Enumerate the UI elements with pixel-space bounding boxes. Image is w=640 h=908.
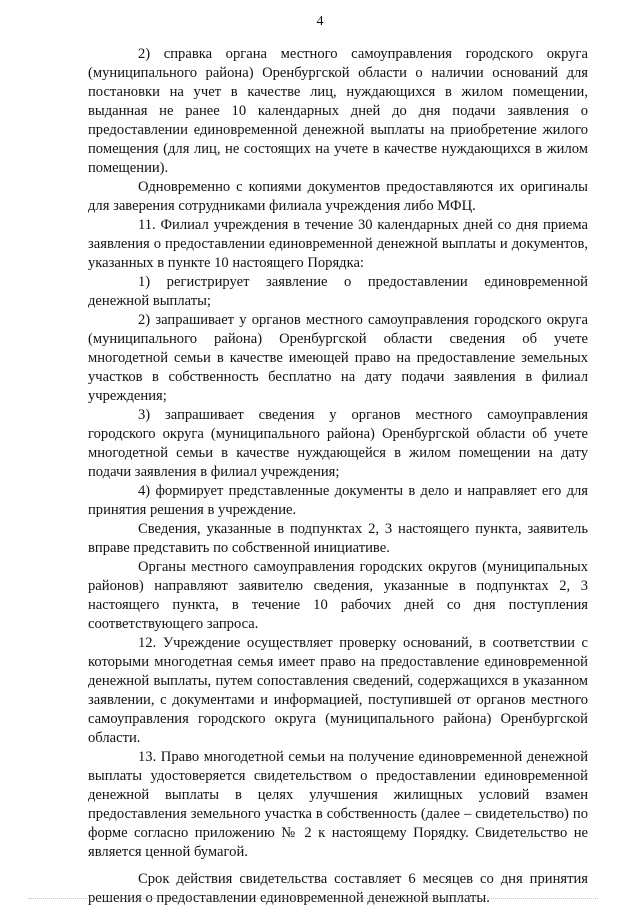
paragraph-item-11-3: 3) запрашивает сведения у органов местного самоуправления городского округа (муниципального района) Оренбургской области об учете многодетной семьи в качестве нуждающейся в жилом помещении на дату подачи заявления в филиал учреждения; xyxy=(88,407,588,480)
paragraph-item-13: 13. Право многодетной семьи на получение единовременной денежной выплаты удостоверяется свидетельством о предоставлении единовременной денежной выплаты в целях улучшения жилищных условий взамен предоставления земельного участка в собственность (далее – свидетельство) по форме согласно приложению № 2 к настоящему Порядку. Свидетельство не является ценной бумагой. xyxy=(88,749,588,860)
scan-artifact-line xyxy=(28,895,598,899)
paragraph-item-11-4: 4) формирует представленные документы в дело и направляет его для принятия решения в учреждение. xyxy=(88,483,588,518)
paragraph-local-authorities: Органы местного самоуправления городских округов (муниципальных районов) направляют заявителю сведения, указанные в подпунктах 2, 3 настоящего пункта, в течение 10 рабочих дней со дня поступления соответствующего запроса. xyxy=(88,559,588,632)
document-body xyxy=(88,45,588,908)
paragraph-item-11: 11. Филиал учреждения в течение 30 календарных дней со дня приема заявления о предоставлении единовременной денежной выплаты и документов, указанных в пункте 10 настоящего Порядка: xyxy=(88,217,588,271)
paragraph-originals: Одновременно с копиями документов предоставляются их оригиналы для заверения сотрудниками филиала учреждения либо МФЦ. xyxy=(88,179,588,214)
page-number: 4 xyxy=(316,14,324,29)
paragraph-item-11-1: 1) регистрирует заявление о предоставлении единовременной денежной выплаты; xyxy=(88,274,588,309)
paragraph-item-11-2: 2) запрашивает у органов местного самоуправления городского округа (муниципального района) Оренбургской области сведения об учете многодетной семьи в качестве имеющей право на предоставление земельных участков в собственность бесплатно на дату подачи заявления в филиал учреждения; xyxy=(88,312,588,404)
paragraph-own-initiative: Сведения, указанные в подпунктах 2, 3 настоящего пункта, заявитель вправе представить по собственной инициативе. xyxy=(88,521,588,556)
paragraph-validity: Срок действия свидетельства составляет 6 месяцев со дня принятия решения о предоставлении единовременной денежной выплаты. xyxy=(88,871,588,906)
paragraph-item-12: 12. Учреждение осуществляет проверку оснований, в соответствии с которыми многодетная семья имеет право на предоставление единовременной денежной выплаты, путем сопоставления сведений, содержащихся в указанном заявлении, с документами и информацией, поступившей от органов местного самоуправления городского округа (муниципального района) Оренбургской области. xyxy=(88,635,588,746)
paragraph-spravka: 2) справка органа местного самоуправления городского округа (муниципального района) Оренбургской области о наличии оснований для постановки на учет в качестве лиц, нуждающихся в жилом помещении, выданная не ранее 10 календарных дней до дня подачи заявления о предоставлении единовременной денежной выплаты на приобретение жилого помещения (для лиц, не состоящих на учете в качестве нуждающихся в жилом помещении). xyxy=(88,46,588,176)
